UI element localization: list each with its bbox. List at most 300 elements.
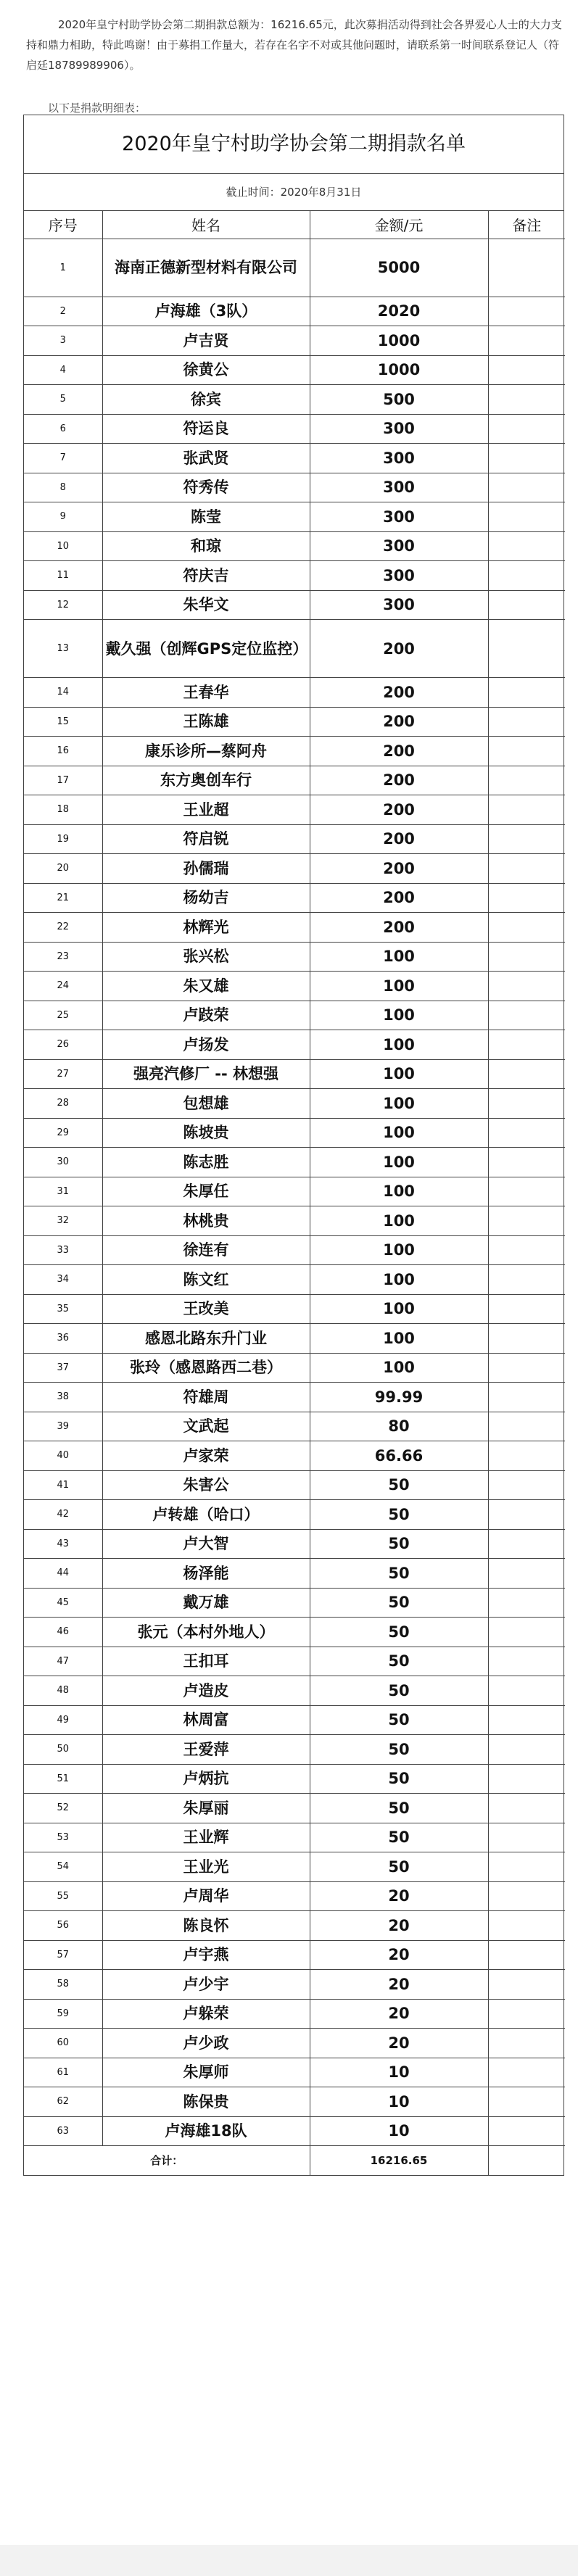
table-row — [24, 2116, 565, 2146]
row-no: 19 — [24, 824, 102, 854]
row-amount: 50 — [310, 1705, 488, 1735]
row-name: 卢大智 — [102, 1529, 310, 1559]
row-no: 35 — [24, 1294, 102, 1324]
row-amount: 100 — [310, 942, 488, 972]
row-no: 56 — [24, 1911, 102, 1941]
row-note — [488, 1618, 565, 1647]
row-amount: 100 — [310, 972, 488, 1001]
table-row — [24, 1294, 565, 1324]
row-note — [488, 1001, 565, 1030]
row-note — [488, 1999, 565, 2029]
row-note — [488, 2058, 565, 2087]
row-name: 卢转雄（哈口） — [102, 1500, 310, 1530]
row-amount: 20 — [310, 1911, 488, 1941]
row-name: 孙儒瑞 — [102, 854, 310, 884]
row-note — [488, 1647, 565, 1676]
table-row — [24, 1089, 565, 1119]
row-amount: 300 — [310, 444, 488, 473]
row-note — [488, 1500, 565, 1530]
page-footer-strip — [0, 2545, 578, 2576]
row-amount: 500 — [310, 385, 488, 415]
row-amount: 10 — [310, 2058, 488, 2087]
row-amount: 100 — [310, 1265, 488, 1295]
row-note — [488, 502, 565, 532]
row-no: 53 — [24, 1823, 102, 1852]
row-no: 1 — [24, 239, 102, 297]
row-amount: 20 — [310, 2029, 488, 2058]
row-no: 40 — [24, 1441, 102, 1471]
row-note — [488, 473, 565, 502]
row-amount: 200 — [310, 766, 488, 795]
table-row — [24, 2029, 565, 2058]
table-row — [24, 1618, 565, 1647]
row-note — [488, 883, 565, 913]
table-row — [24, 913, 565, 943]
row-note — [488, 678, 565, 708]
row-amount: 100 — [310, 1206, 488, 1236]
row-note — [488, 1881, 565, 1911]
table-row — [24, 473, 565, 502]
row-no: 16 — [24, 737, 102, 766]
row-no: 51 — [24, 1764, 102, 1794]
row-no: 4 — [24, 355, 102, 385]
table-row — [24, 561, 565, 591]
row-note — [488, 1030, 565, 1060]
table-row — [24, 1324, 565, 1354]
row-amount: 200 — [310, 913, 488, 943]
header-amount: 金额/元 — [310, 211, 488, 239]
row-amount: 80 — [310, 1412, 488, 1441]
table-row — [24, 531, 565, 561]
row-amount: 10 — [310, 2116, 488, 2146]
row-amount: 300 — [310, 473, 488, 502]
row-name: 戴久强（创辉GPS定位监控） — [102, 620, 310, 678]
row-note — [488, 1235, 565, 1265]
table-row — [24, 239, 565, 297]
row-amount: 20 — [310, 1940, 488, 1970]
row-amount: 100 — [310, 1177, 488, 1206]
row-name: 陈良怀 — [102, 1911, 310, 1941]
row-no: 60 — [24, 2029, 102, 2058]
row-note — [488, 707, 565, 737]
table-row — [24, 414, 565, 444]
table-row — [24, 385, 565, 415]
header-name: 姓名 — [102, 211, 310, 239]
row-amount: 20 — [310, 1881, 488, 1911]
table-row — [24, 972, 565, 1001]
row-note — [488, 1735, 565, 1765]
row-amount: 100 — [310, 1353, 488, 1383]
donation-sheet — [23, 115, 564, 2176]
row-no: 6 — [24, 414, 102, 444]
row-name: 感恩北路东升门业 — [102, 1324, 310, 1354]
row-no: 57 — [24, 1940, 102, 1970]
row-amount: 100 — [310, 1030, 488, 1060]
row-note — [488, 326, 565, 356]
row-note — [488, 913, 565, 943]
row-name: 张兴松 — [102, 942, 310, 972]
row-name: 陈志胜 — [102, 1148, 310, 1177]
row-name: 陈莹 — [102, 502, 310, 532]
row-amount: 100 — [310, 1059, 488, 1089]
row-note — [488, 1353, 565, 1383]
row-amount: 200 — [310, 824, 488, 854]
table-row — [24, 1059, 565, 1089]
table-row — [24, 297, 565, 326]
row-no: 10 — [24, 531, 102, 561]
row-amount: 5000 — [310, 239, 488, 297]
table-row — [24, 1529, 565, 1559]
row-name: 卢海雄（3队） — [102, 297, 310, 326]
total-value: 16216.65 — [310, 2146, 488, 2175]
row-no: 11 — [24, 561, 102, 591]
row-note — [488, 1705, 565, 1735]
row-note — [488, 239, 565, 297]
row-note — [488, 620, 565, 678]
row-note — [488, 1794, 565, 1823]
row-no: 24 — [24, 972, 102, 1001]
row-name: 文武起 — [102, 1412, 310, 1441]
row-name: 符庆吉 — [102, 561, 310, 591]
intro-paragraph: 2020年皇宁村助学协会第二期捐款总额为：16216.65元，此次募捐活动得到社会各界爱心人士的大力支持和鼎力相助，特此鸣谢！由于募捐工作量大，若存在名字不对或其他问题时，请联系第一时间联系登记人（符启廷18789989906）。 — [26, 18, 562, 72]
row-no: 43 — [24, 1529, 102, 1559]
row-no: 34 — [24, 1265, 102, 1295]
row-amount: 50 — [310, 1794, 488, 1823]
row-name: 徐连有 — [102, 1235, 310, 1265]
row-name: 张玲（感恩路西二巷） — [102, 1353, 310, 1383]
row-amount: 50 — [310, 1764, 488, 1794]
row-note — [488, 561, 565, 591]
total-row — [24, 2146, 565, 2175]
row-name: 朱厚师 — [102, 2058, 310, 2087]
table-row — [24, 1383, 565, 1412]
row-name: 卢扬发 — [102, 1030, 310, 1060]
row-note — [488, 1383, 565, 1412]
row-no: 21 — [24, 883, 102, 913]
row-name: 王业超 — [102, 795, 310, 825]
row-note — [488, 1148, 565, 1177]
row-name: 王爱萍 — [102, 1735, 310, 1765]
row-name: 卢宇燕 — [102, 1940, 310, 1970]
row-note — [488, 444, 565, 473]
row-amount: 300 — [310, 414, 488, 444]
header-no: 序号 — [24, 211, 102, 239]
row-note — [488, 1412, 565, 1441]
row-name: 王陈雄 — [102, 707, 310, 737]
row-no: 44 — [24, 1559, 102, 1589]
row-no: 41 — [24, 1470, 102, 1500]
row-amount: 200 — [310, 707, 488, 737]
row-name: 林辉光 — [102, 913, 310, 943]
table-row — [24, 1911, 565, 1941]
table-row — [24, 1881, 565, 1911]
row-name: 包想雄 — [102, 1089, 310, 1119]
row-name: 张元（本村外地人） — [102, 1618, 310, 1647]
row-note — [488, 1852, 565, 1882]
row-name: 符秀传 — [102, 473, 310, 502]
row-amount: 50 — [310, 1529, 488, 1559]
row-no: 22 — [24, 913, 102, 943]
row-note — [488, 1823, 565, 1852]
row-note — [488, 1911, 565, 1941]
row-name: 林桃贵 — [102, 1206, 310, 1236]
table-row — [24, 1588, 565, 1618]
row-name: 朱厚丽 — [102, 1794, 310, 1823]
table-row — [24, 502, 565, 532]
row-amount: 100 — [310, 1118, 488, 1148]
row-no: 13 — [24, 620, 102, 678]
row-name: 杨幼吉 — [102, 883, 310, 913]
row-no: 28 — [24, 1089, 102, 1119]
row-no: 31 — [24, 1177, 102, 1206]
table-row — [24, 1001, 565, 1030]
row-no: 61 — [24, 2058, 102, 2087]
table-row — [24, 1999, 565, 2029]
row-note — [488, 1470, 565, 1500]
row-name: 卢周华 — [102, 1881, 310, 1911]
table-row — [24, 355, 565, 385]
table-row — [24, 766, 565, 795]
table-row — [24, 1030, 565, 1060]
row-amount: 2020 — [310, 297, 488, 326]
table-row — [24, 1235, 565, 1265]
table-row — [24, 1206, 565, 1236]
table-row — [24, 1852, 565, 1882]
row-no: 25 — [24, 1001, 102, 1030]
row-note — [488, 1529, 565, 1559]
table-row — [24, 2058, 565, 2087]
row-name: 徐宾 — [102, 385, 310, 415]
row-name: 朱厚任 — [102, 1177, 310, 1206]
row-name: 王春华 — [102, 678, 310, 708]
table-row — [24, 678, 565, 708]
row-no: 36 — [24, 1324, 102, 1354]
row-name: 戴万雄 — [102, 1588, 310, 1618]
row-note — [488, 1294, 565, 1324]
row-no: 17 — [24, 766, 102, 795]
row-name: 杨泽能 — [102, 1559, 310, 1589]
row-note — [488, 1118, 565, 1148]
row-name: 王扣耳 — [102, 1647, 310, 1676]
row-amount: 10 — [310, 2087, 488, 2117]
table-row — [24, 1148, 565, 1177]
row-note — [488, 972, 565, 1001]
row-amount: 1000 — [310, 326, 488, 356]
row-no: 38 — [24, 1383, 102, 1412]
row-no: 50 — [24, 1735, 102, 1765]
row-note — [488, 1940, 565, 1970]
row-no: 49 — [24, 1705, 102, 1735]
donation-table — [24, 211, 565, 2175]
table-row — [24, 2087, 565, 2117]
row-no: 12 — [24, 590, 102, 620]
table-row — [24, 1500, 565, 1530]
row-name: 卢吉贤 — [102, 326, 310, 356]
row-no: 59 — [24, 1999, 102, 2029]
row-no: 48 — [24, 1676, 102, 1706]
row-note — [488, 355, 565, 385]
row-amount: 100 — [310, 1235, 488, 1265]
row-name: 卢跂荣 — [102, 1001, 310, 1030]
table-row — [24, 620, 565, 678]
table-row — [24, 707, 565, 737]
row-note — [488, 1676, 565, 1706]
table-row — [24, 1705, 565, 1735]
table-row — [24, 1353, 565, 1383]
row-name: 卢躲荣 — [102, 1999, 310, 2029]
row-no: 32 — [24, 1206, 102, 1236]
row-amount: 300 — [310, 561, 488, 591]
row-note — [488, 2087, 565, 2117]
row-name: 王业光 — [102, 1852, 310, 1882]
row-note — [488, 1764, 565, 1794]
row-amount: 100 — [310, 1294, 488, 1324]
row-name: 林周富 — [102, 1705, 310, 1735]
row-amount: 1000 — [310, 355, 488, 385]
row-amount: 20 — [310, 1970, 488, 2000]
row-note — [488, 2116, 565, 2146]
table-row — [24, 1764, 565, 1794]
row-note — [488, 590, 565, 620]
row-no: 63 — [24, 2116, 102, 2146]
table-row — [24, 1118, 565, 1148]
row-note — [488, 766, 565, 795]
row-amount: 50 — [310, 1470, 488, 1500]
row-amount: 99.99 — [310, 1383, 488, 1412]
row-name: 符雄周 — [102, 1383, 310, 1412]
row-amount: 50 — [310, 1588, 488, 1618]
table-row — [24, 1265, 565, 1295]
row-amount: 66.66 — [310, 1441, 488, 1471]
row-amount: 100 — [310, 1001, 488, 1030]
table-row — [24, 1940, 565, 1970]
row-no: 27 — [24, 1059, 102, 1089]
row-name: 卢海雄18队 — [102, 2116, 310, 2146]
row-amount: 50 — [310, 1500, 488, 1530]
total-note — [488, 2146, 565, 2175]
row-amount: 50 — [310, 1852, 488, 1882]
row-note — [488, 1324, 565, 1354]
row-no: 20 — [24, 854, 102, 884]
row-note — [488, 2029, 565, 2058]
row-amount: 200 — [310, 854, 488, 884]
row-no: 33 — [24, 1235, 102, 1265]
row-no: 52 — [24, 1794, 102, 1823]
row-no: 14 — [24, 678, 102, 708]
row-amount: 50 — [310, 1676, 488, 1706]
row-note — [488, 854, 565, 884]
table-row — [24, 1794, 565, 1823]
table-body — [24, 239, 565, 2146]
row-note — [488, 385, 565, 415]
row-name: 康乐诊所—蔡阿舟 — [102, 737, 310, 766]
row-no: 42 — [24, 1500, 102, 1530]
row-name: 陈文红 — [102, 1265, 310, 1295]
row-no: 7 — [24, 444, 102, 473]
table-row — [24, 1735, 565, 1765]
row-name: 王业辉 — [102, 1823, 310, 1852]
table-row — [24, 1441, 565, 1471]
row-amount: 200 — [310, 737, 488, 766]
header-note: 备注 — [488, 211, 565, 239]
row-name: 东方奥创车行 — [102, 766, 310, 795]
row-amount: 300 — [310, 502, 488, 532]
row-name: 张武贤 — [102, 444, 310, 473]
row-name: 王改美 — [102, 1294, 310, 1324]
row-no: 3 — [24, 326, 102, 356]
row-note — [488, 1970, 565, 2000]
list-intro: 以下是捐款明细表： — [48, 102, 146, 115]
row-note — [488, 942, 565, 972]
row-name: 卢少宇 — [102, 1970, 310, 2000]
row-note — [488, 531, 565, 561]
row-note — [488, 1059, 565, 1089]
table-row — [24, 590, 565, 620]
table-row — [24, 795, 565, 825]
row-name: 卢造皮 — [102, 1676, 310, 1706]
row-name: 朱又雄 — [102, 972, 310, 1001]
table-row — [24, 883, 565, 913]
row-amount: 100 — [310, 1324, 488, 1354]
row-name: 卢少政 — [102, 2029, 310, 2058]
row-amount: 50 — [310, 1823, 488, 1852]
row-no: 2 — [24, 297, 102, 326]
row-note — [488, 297, 565, 326]
row-amount: 50 — [310, 1735, 488, 1765]
row-no: 8 — [24, 473, 102, 502]
table-row — [24, 1823, 565, 1852]
row-note — [488, 1089, 565, 1119]
row-name: 陈坡贵 — [102, 1118, 310, 1148]
table-row — [24, 1412, 565, 1441]
row-note — [488, 1441, 565, 1471]
table-row — [24, 1470, 565, 1500]
row-note — [488, 414, 565, 444]
row-no: 39 — [24, 1412, 102, 1441]
row-no: 23 — [24, 942, 102, 972]
row-name: 符启锐 — [102, 824, 310, 854]
table-row — [24, 1177, 565, 1206]
row-no: 15 — [24, 707, 102, 737]
table-row — [24, 444, 565, 473]
row-no: 54 — [24, 1852, 102, 1882]
table-row — [24, 942, 565, 972]
sheet-date: 截止时间：2020年8月31日 — [24, 174, 563, 211]
row-no: 62 — [24, 2087, 102, 2117]
row-amount: 200 — [310, 620, 488, 678]
table-row — [24, 854, 565, 884]
row-name: 和琼 — [102, 531, 310, 561]
table-row — [24, 1970, 565, 2000]
row-no: 47 — [24, 1647, 102, 1676]
row-no: 46 — [24, 1618, 102, 1647]
row-no: 29 — [24, 1118, 102, 1148]
row-no: 26 — [24, 1030, 102, 1060]
row-name: 朱华文 — [102, 590, 310, 620]
row-no: 58 — [24, 1970, 102, 2000]
row-note — [488, 824, 565, 854]
row-no: 37 — [24, 1353, 102, 1383]
row-amount: 300 — [310, 590, 488, 620]
table-row — [24, 1676, 565, 1706]
table-row — [24, 1559, 565, 1589]
row-amount: 200 — [310, 883, 488, 913]
row-name: 强亮汽修厂 -- 林想强 — [102, 1059, 310, 1089]
table-row — [24, 824, 565, 854]
row-note — [488, 1265, 565, 1295]
row-note — [488, 737, 565, 766]
row-amount: 300 — [310, 531, 488, 561]
